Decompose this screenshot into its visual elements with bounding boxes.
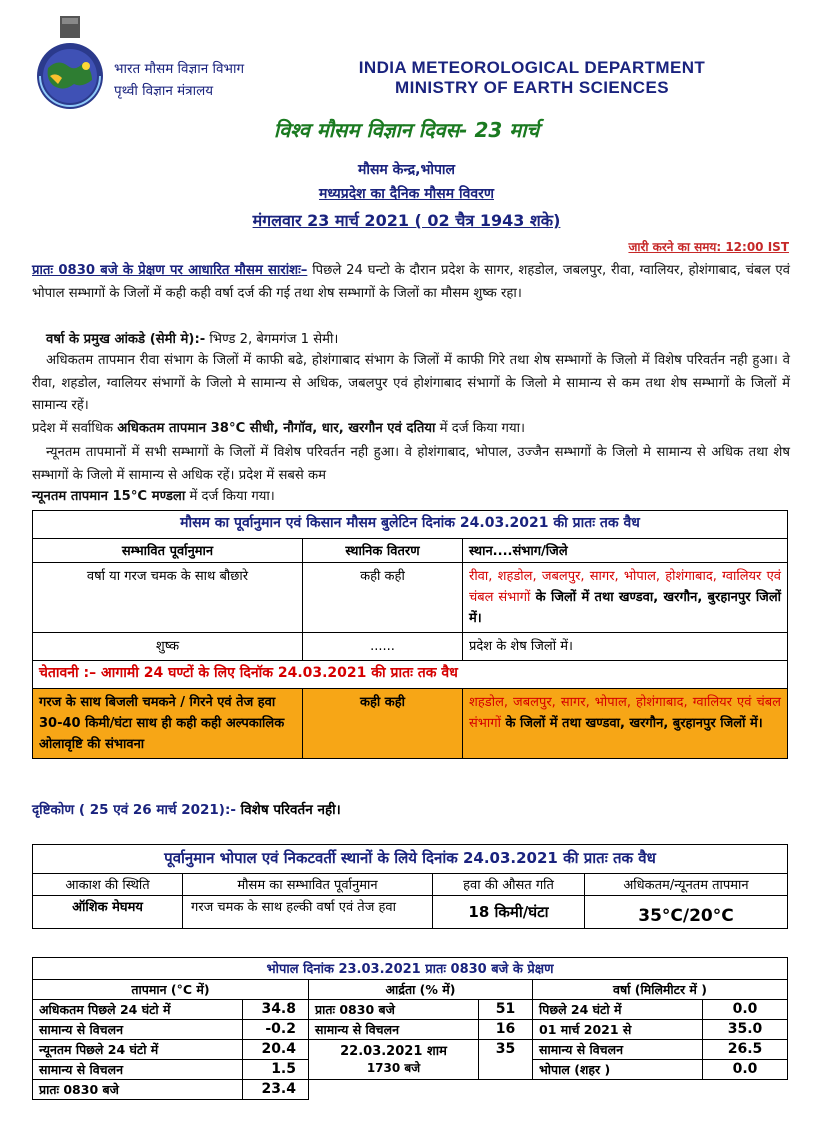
sky-condition: ऑशिक मेघमय <box>33 896 183 929</box>
outlook <box>32 800 341 818</box>
max-temp-text: अधिकतम तापमान रीवा संभाग के जिलों में काफी बढे, होशंगाबाद संभाग के जिलों में काफी गिरे तथा शेष सम्भागों के जिलो में विशेष परिवर्तन नही हुआ। वे रीवा, शहडोल, ग्वालियर संभागों के जिलो मे सामान्य से अधिक, जबलपुर एवं होशंगाबाद संभागों के जिलो मे सामान्य से कम तथा शेष सम्भागों के जिलों में सामान्य रहें। <box>32 353 790 413</box>
hindi-dept-line1: भारत मौसम विज्ञान विभाग <box>114 61 245 77</box>
row1-places-black: के जिलों में तथा खण्डवा, खरगौन, बुरहानपुर जिलों में। <box>469 590 782 626</box>
t0830-label: प्रातः 0830 बजे <box>33 1080 243 1100</box>
summary-heading: प्रातः 0830 बजे के प्रेक्षण पर आधारित मौसम सारांशः– <box>32 263 308 278</box>
temp-head: तापमान (°C में) <box>33 980 309 1000</box>
report-title: मध्यप्रदेश का दैनिक मौसम विवरण <box>318 186 494 202</box>
world-met-day-title: विश्व मौसम विज्ञान दिवस- 23 मार्च <box>273 118 540 142</box>
r1-value: 0.0 <box>703 1000 788 1020</box>
warning-distribution: कही कही <box>303 689 463 759</box>
row1-places-red: रीवा, शहडोल, जबलपुर, सागर, भोपाल, होशंगाबाद, ग्वालियर एवं चंबल संभागों <box>469 569 781 605</box>
col-weather: मौसम का सम्भावित पूर्वानुमान <box>183 874 433 896</box>
r3-value: 26.5 <box>703 1040 788 1060</box>
rain-data-label: वर्षा के प्रमुख आंकडे (सेमी मे):- <box>46 332 206 347</box>
max-record-prefix: प्रदेश में सर्वाधिक <box>32 421 118 436</box>
outlook-text: विशेष परिवर्तन नही। <box>235 802 341 818</box>
r2-label: 01 मार्च 2021 से <box>533 1020 703 1040</box>
row1-forecast: वर्षा या गरज चमक के साथ बौछारे <box>33 563 303 633</box>
tmax-value: 34.8 <box>243 1000 309 1020</box>
warning-heading: चेतावनी :– आगामी 24 घण्टों के लिए दिनॉक 24.03.2021 की प्रातः तक वैध <box>33 661 788 689</box>
tmax-dep-value: -0.2 <box>243 1020 309 1040</box>
issue-time: जारी करने का समय: 12:00 IST <box>628 240 789 254</box>
tmin-dep-label: सामान्य से विचलन <box>33 1060 243 1080</box>
r1-label: पिछले 24 घंटो में <box>533 1000 703 1020</box>
rain-data-text: भिण्ड 2, बेगमगंज 1 सेमी। <box>205 332 339 347</box>
summary-text: पिछले 24 घन्टो के दौरान प्रदेश के सागर, शहडोल, जबलपुर, रीवा, ग्वालियर, होशंगाबाद, चंबल एवं भोपाल सम्भागों के जिलों में कही कही वर्षा दर्ज की गई तथा शेष सम्भागों के जिलों का मौसम शुष्क रहा। <box>32 263 790 301</box>
col-forecast: सम्भावित पूर्वानुमान <box>33 539 303 563</box>
rain-data-paragraph <box>32 329 790 352</box>
eng-dept-line1: INDIA METEOROLOGICAL DEPARTMENT <box>358 58 706 77</box>
max-temp-record <box>32 418 790 441</box>
r3-label: सामान्य से विचलन <box>533 1040 703 1060</box>
min-temp-record <box>32 486 790 509</box>
h3-value: 35 <box>479 1040 533 1080</box>
letterhead <box>0 0 813 115</box>
bhopal-forecast-table <box>32 844 788 929</box>
report-date: मंगलवार 23 मार्च 2021 ( 02 चैत्र 1943 शके) <box>252 211 561 230</box>
col-places: स्थान....संभाग/जिले <box>463 539 788 563</box>
rain-head: वर्षा (मिलिमीटर में ) <box>533 980 788 1000</box>
min-temp-text: न्यूनतम तापमानों में सभी सम्भागों के जिलों में विशेष परिवर्तन नही हुआ। वे होशंगाबाद, भोपाल, उज्जैन सम्भागों के जिलो मे सामान्य से अधिक तथा शेष सम्भागों के जिलो में सामान्य से अधिक रहें। प्रदेश में सबसे कम <box>32 445 791 483</box>
hindi-ministry-line: पृथ्वी विज्ञान मंत्रालय <box>114 83 214 99</box>
max-record-bold: अधिकतम तापमान 38°C सीधी, नौगॉव, धार, खरगौन एवं दतिया <box>117 421 436 436</box>
empty-cell <box>309 1080 788 1100</box>
forecast-heading: मौसम का पूर्वानुमान एवं किसान मौसम बुलेटिन दिनांक 24.03.2021 की प्रातः तक वैध <box>33 511 788 539</box>
outlook-label: दृष्टिकोण ( 25 एवं 26 मार्च 2021):- <box>32 802 236 818</box>
col-sky: आकाश की स्थिति <box>33 874 183 896</box>
max-record-suffix: में दर्ज किया गया। <box>435 421 526 436</box>
national-emblem-icon <box>34 14 106 112</box>
col-distribution: स्थानिक वितरण <box>303 539 463 563</box>
summary-paragraph <box>32 260 790 305</box>
observation-heading: भोपाल दिनांक 23.03.2021 प्रातः 0830 बजे के प्रेक्षण <box>33 958 788 980</box>
warning-forecast: गरज के साथ बिजली चमकने / गिरने एवं तेज हवा 30-40 किमी/घंटा साथ ही कही कही अल्पकालिक ओलावृष्टि की संभावना <box>33 689 303 759</box>
row2-forecast: शुष्क <box>33 633 303 661</box>
humidity-head: आर्द्रता (% में) <box>309 980 533 1000</box>
r4-label: भोपाल (शहर ) <box>533 1060 703 1080</box>
col-temps: अधिकतम/न्यूनतम तापमान <box>585 874 788 896</box>
warning-places-red: शहडोल, जबलपुर, सागर, भोपाल, होशंगाबाद, ग्वालियर एवं चंबल संभागों <box>469 695 781 731</box>
warning-places <box>463 689 788 759</box>
min-record-suffix: में दर्ज किया गया। <box>185 489 275 504</box>
row2-distribution: ...... <box>303 633 463 661</box>
tmin-dep-value: 1.5 <box>243 1060 309 1080</box>
warning-places-black: के जिलों में तथा खण्डवा, खरगौन, बुरहानपुर जिलों में। <box>500 716 763 731</box>
row2-places: प्रदेश के शेष जिलों में। <box>463 633 788 661</box>
h2-label: सामान्य से विचलन <box>309 1020 479 1040</box>
r2-value: 35.0 <box>703 1020 788 1040</box>
wind-speed: 18 किमी/घंटा <box>433 896 585 929</box>
tmax-label: अधिकतम पिछले 24 घंटो में <box>33 1000 243 1020</box>
hindi-dept-name <box>114 58 244 102</box>
bhopal-forecast-heading: पूर्वानुमान भोपाल एवं निकटवर्ती स्थानों के लिये दिनांक 24.03.2021 की प्रातः तक वैध <box>33 845 788 874</box>
forecast-table <box>32 510 788 759</box>
row1-distribution: कही कही <box>303 563 463 633</box>
col-wind: हवा की औसत गति <box>433 874 585 896</box>
h3-label <box>309 1040 479 1080</box>
centre-name: मौसम केन्द्र,भोपाल <box>357 162 456 178</box>
r4-value: 0.0 <box>703 1060 788 1080</box>
h2-value: 16 <box>479 1020 533 1040</box>
eng-ministry-line: MINISTRY OF EARTH SCIENCES <box>395 78 669 97</box>
tmin-value: 20.4 <box>243 1040 309 1060</box>
t0830-value: 23.4 <box>243 1080 309 1100</box>
h3-label-time: 1730 बजे <box>366 1061 421 1075</box>
max-temp-paragraph <box>32 350 790 418</box>
min-temp-paragraph <box>32 442 790 487</box>
h1-value: 51 <box>479 1000 533 1020</box>
weather-forecast: गरज चमक के साथ हल्की वर्षा एवं तेज हवा <box>183 896 433 929</box>
row1-places <box>463 563 788 633</box>
tmin-label: न्यूनतम पिछले 24 घंटो में <box>33 1040 243 1060</box>
min-record-bold: न्यूनतम तापमान 15°C मण्डला <box>32 489 186 504</box>
h1-label: प्रातः 0830 बजे <box>309 1000 479 1020</box>
english-dept-name <box>322 58 742 98</box>
observation-table <box>32 957 788 1100</box>
max-min-temp: 35°C/20°C <box>585 896 788 929</box>
tmax-dep-label: सामान्य से विचलन <box>33 1020 243 1040</box>
h3-label-date: 22.03.2021 शाम <box>340 1044 447 1059</box>
